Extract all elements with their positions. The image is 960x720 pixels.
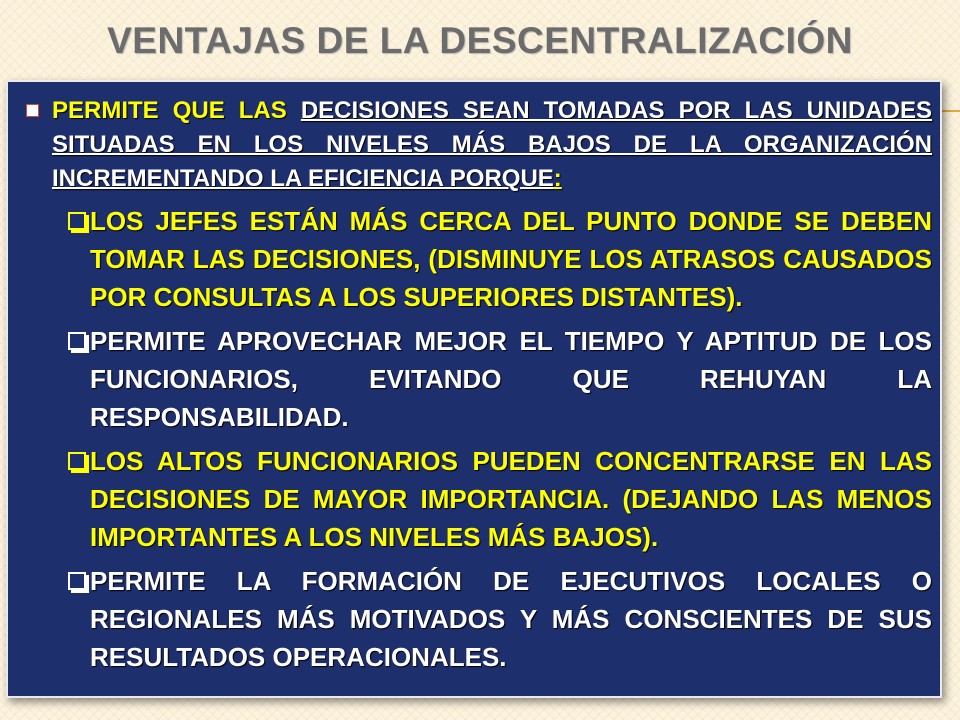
- list-item-text: LOS ALTOS FUNCIONARIOS PUEDEN CONCENTRARSE EN LAS DECISIONES DE MAYOR IMPORTANCIA. (DEJANDO LAS MENOS IMPORTANTES A LOS NIVELES MÁS BAJOS).: [90, 446, 932, 552]
- list-item-altos-funcionarios: [18, 442, 932, 556]
- slide-title: VENTAJAS DE LA DESCENTRALIZACIÓN: [107, 20, 853, 61]
- list-item-text: PERMITE LA FORMACIÓN DE EJECUTIVOS LOCALES O REGIONALES MÁS MOTIVADOS Y MÁS CONSCIENTES DE SUS RESULTADOS OPERACIONALES.: [90, 566, 932, 672]
- intro-paragraph: [18, 94, 932, 196]
- intro-lead: PERMITE QUE LAS: [52, 97, 301, 124]
- checkbox-square-bullet-icon: [68, 572, 86, 590]
- list-item-jefes: [18, 202, 932, 316]
- checkbox-square-bullet-icon: [68, 212, 86, 230]
- list-item-text: PERMITE APROVECHAR MEJOR EL TIEMPO Y APTITUD DE LOS FUNCIONARIOS, EVITANDO QUE REHUYAN LA RESPONSABILIDAD.: [90, 326, 932, 432]
- square-bullet-icon: [26, 104, 39, 117]
- checkbox-square-bullet-icon: [68, 332, 86, 350]
- intro-underlined-text: DECISIONES SEAN TOMADAS POR LAS UNIDADES SITUADAS EN LOS NIVELES MÁS BAJOS DE LA ORGANIZACIÓN INCREMENTANDO LA EFICIENCIA PORQUE: [52, 97, 933, 192]
- list-item-text: LOS JEFES ESTÁN MÁS CERCA DEL PUNTO DONDE SE DEBEN TOMAR LAS DECISIONES, (DISMINUYE LOS ATRASOS CAUSADOS POR CONSULTAS A LOS SUPERIORES DISTANTES).: [90, 206, 932, 312]
- content-panel: [6, 80, 942, 698]
- list-item-tiempo: [18, 322, 932, 436]
- checkbox-square-bullet-icon: [68, 452, 86, 470]
- intro-colon: :: [553, 165, 562, 192]
- list-item-ejecutivos: [18, 562, 932, 676]
